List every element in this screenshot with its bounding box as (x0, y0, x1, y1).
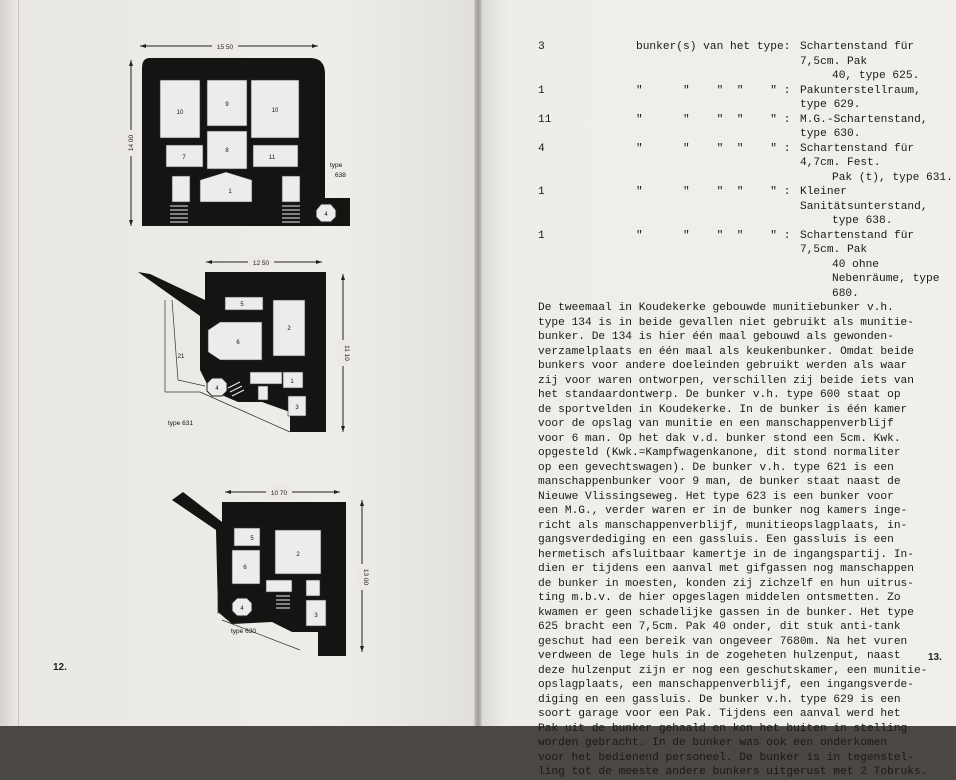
plan3-type-label: type 630 (231, 628, 256, 635)
bunker-count: 1 (538, 229, 545, 242)
body-text-line: verdween de lege huls in de zogeheten hulzenput, naast (538, 650, 901, 662)
body-text-line: type 134 is in beide gevallen niet gebruikt als munitie- (538, 316, 914, 329)
plan-type-630 (172, 486, 369, 656)
room-label: 11 (268, 155, 276, 161)
floor-plans (0, 0, 476, 726)
body-text-line: manschappenbunker voor 9 man, de bunker staat naast de (538, 476, 901, 488)
bunker-list-row (538, 258, 953, 302)
bunker-list-row (538, 84, 953, 113)
bunker-label: " " " " " : (636, 186, 791, 198)
bunker-list-row (538, 229, 953, 258)
bunker-label: " " " " " : (636, 142, 791, 155)
body-text-line: een M.G., verder waren er in de bunker nog kamers inge- (538, 505, 908, 517)
plan-type-631 (138, 256, 350, 432)
body-text-line: de bunker in moesten, konden zij zichzelf en hun uitrus- (538, 577, 914, 590)
bunker-description: Schartenstand für 4,7cm. Fest. (800, 142, 915, 169)
bunker-label: " " " " " : (636, 113, 791, 126)
bunker-label (636, 214, 800, 229)
room-label: 10 (176, 110, 184, 116)
plan2-width-dim: 12 50 (252, 260, 270, 267)
bunker-description: 40, type 625. (832, 70, 920, 82)
body-text-line: gangsverdediging en een gassluis. Een gassluis is een (538, 534, 894, 546)
bunker-description: Pakunterstellraum, type 629. (800, 84, 921, 111)
bunker-description: M.G.-Schartenstand, type 630. (800, 113, 928, 140)
bunker-count (538, 69, 636, 84)
bunker-label (636, 69, 800, 84)
bunker-list-row (538, 69, 953, 84)
body-text-line: dien er tijdens een aanval met gifgassen nog manschappen (538, 563, 914, 575)
room-label: 3 (295, 405, 299, 411)
room-label: 6 (236, 340, 240, 346)
bunker-label: bunker(s) van het type: (636, 41, 791, 53)
body-text-line: verzamelplaats en één maal als keukenbunker. Omdat beide (538, 345, 914, 358)
body-text-line: hermetisch afsluitbaar kamertje in de ingangspartij. In- (538, 548, 914, 561)
body-text-line: deze hulzenput zijn er nog een geschutskamer, een munitie- (538, 664, 928, 677)
room-label: 21 (177, 354, 185, 360)
body-text-line: bunker. De 134 is hier één maal gebouwd als gewonden- (538, 331, 894, 343)
right-page-number: 13. (928, 652, 942, 663)
bunker-label (636, 258, 800, 302)
room-label: 1 (290, 379, 294, 385)
plan1-width-dim: 15 50 (216, 44, 234, 51)
room-label: 1 (228, 189, 232, 195)
body-text-line: soort garage voor een Pak. Tijdens een aanval werd het (538, 708, 901, 720)
bunker-label (636, 171, 800, 186)
plan1-type-label: type (330, 162, 343, 169)
room-label: 5 (250, 536, 254, 542)
room-label: 8 (225, 148, 229, 154)
left-page-number: 12. (53, 662, 67, 673)
body-text-line: voor de opslag van munitie en een manschappenverblijf (538, 418, 894, 430)
body-text-line: 625 bracht een 7,5cm. Pak 40 onder, dit stuk anti-tank (538, 621, 901, 633)
bunker-description: type 638. (832, 215, 893, 227)
body-text-line: de sportvelden in Koudekerke. In de bunker is één kamer (538, 403, 908, 416)
bunker-list-row (538, 214, 953, 229)
body-text-line: opgesteld (Kwk.=Kampfwagenkanone, dit stond normaliter (538, 447, 901, 459)
bunker-description: Pak (t), type 631. (832, 171, 953, 184)
bunker-count: 1 (538, 186, 545, 198)
room-label: 4 (324, 212, 328, 218)
body-text-line: De tweemaal in Koudekerke gebouwde munitiebunker v.h. (538, 302, 894, 314)
room-label: 9 (225, 102, 229, 108)
room-label: 4 (240, 606, 244, 612)
bunker-count (538, 171, 636, 186)
bunker-count: 4 (538, 142, 545, 155)
plan3-width-dim: 10 70 (270, 490, 288, 497)
body-text (538, 301, 953, 780)
bunker-description: 40 ohne Nebenräume, type 680. (832, 258, 940, 300)
bunker-count: 1 (538, 84, 545, 97)
bunker-list-row (538, 185, 953, 214)
room-label: 6 (243, 565, 247, 571)
bunker-list-row (538, 171, 953, 186)
plan1-height-dim: 14 00 (128, 134, 135, 152)
bunker-type-list (538, 40, 953, 301)
room-label: 7 (182, 155, 186, 161)
room-label: 4 (215, 386, 219, 392)
bunker-description: Schartenstand für 7,5cm. Pak (800, 229, 915, 256)
body-text-line: ling tot de meeste andere bunkers uitgerust met 2 Tobruks. (538, 766, 928, 778)
body-text-line: op een gevechtswagen). De bunker v.h. type 621 is een (538, 461, 894, 474)
bunker-list-row (538, 142, 953, 171)
body-text-line: zij voor waren ontworpen, verschillen zij beide iets van (538, 374, 914, 387)
body-text-line: Pak uit de bunker gehaald en kon het buiten in stelling (538, 722, 908, 735)
body-text-line: het standaardontwerp. De bunker v.h. type 600 staat op (538, 389, 901, 401)
bunker-list-row (538, 113, 953, 142)
body-text-line: voor 6 man. Op het dak v.d. bunker stond een 5cm. Kwk. (538, 432, 901, 445)
bunker-label: " " " " " : (636, 84, 791, 97)
plan-type-638 (125, 40, 350, 226)
plan2-type-label: type 631 (168, 420, 193, 427)
body-text-line: geschut had een bereik van ongeveer 7680m. Na het vuren (538, 635, 908, 648)
plan1-type-number: 638 (335, 172, 346, 179)
room-label: 3 (314, 613, 318, 619)
bunker-count (538, 258, 636, 302)
bunker-count: 11 (538, 113, 552, 126)
room-label: 2 (296, 552, 300, 558)
right-page-text (538, 40, 953, 780)
bunker-description: Schartenstand für 7,5cm. Pak (800, 41, 915, 68)
body-text-line: kwamen er geen schadelijke gassen in de bunker. Het type (538, 606, 914, 619)
body-text-line: bunkers voor andere doeleinden gebruikt werden als waar (538, 360, 908, 372)
body-text-line: opslagplaats, een manschappenverblijf, een ingangsverde- (538, 679, 914, 691)
room-label: 5 (240, 302, 244, 308)
bunker-list-row (538, 40, 953, 69)
bunker-description: Kleiner Sanitätsunterstand, (800, 186, 928, 213)
room-label: 2 (287, 326, 291, 332)
bunker-label: " " " " " : (636, 229, 791, 242)
bunker-count (538, 214, 636, 229)
body-text-line: voor het bedienend personeel. De bunker is in tegenstel- (538, 751, 914, 764)
room-label: 10 (271, 108, 279, 114)
body-text-line: richt als manschappenverblijf, munitieopslagplaats, in- (538, 519, 908, 532)
plan3-height-dim: 13 00 (362, 568, 369, 586)
body-text-line: ting m.b.v. de hier opgeslagen middelen ontsmetten. Zo (538, 592, 901, 604)
body-text-line: Nieuwe Vlissingseweg. Het type 623 is een bunker voor (538, 490, 894, 503)
body-text-line: worden gebracht. In de bunker was ook een onderkomen (538, 737, 888, 749)
bunker-count: 3 (538, 41, 545, 53)
plan2-height-dim: 11 10 (343, 345, 350, 361)
body-text-line: diging en een gassluis. De bunker v.h. type 629 is een (538, 693, 901, 706)
